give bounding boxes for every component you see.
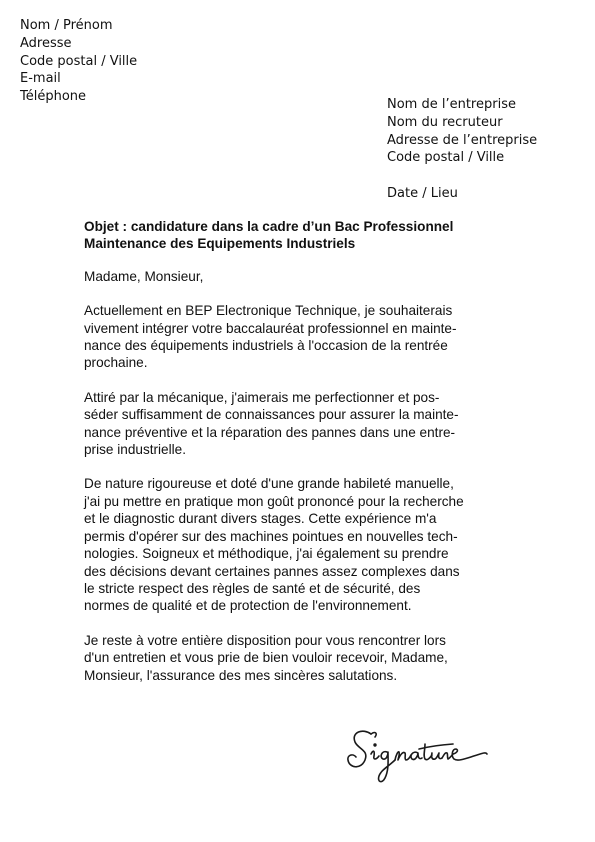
sender-address: Adresse: [20, 35, 72, 51]
paragraph-line: permis d'opérer sur des machines pointues en nouvelles tech-: [84, 528, 458, 544]
date-place: Date / Lieu: [387, 186, 458, 201]
sender-name: Nom / Prénom: [20, 18, 113, 33]
paragraph-3: [84, 475, 524, 614]
paragraph-line: le stricte respect des règles de santé et de sécurité, des: [84, 580, 421, 596]
paragraph-line: vivement intégrer votre baccalauréat professionnel en mainte-: [84, 320, 457, 336]
recipient-postcode-city: Code postal / Ville: [387, 150, 505, 166]
recipient-company: Nom de l’entreprise: [387, 97, 516, 112]
recipient-recruiter: Nom du recruteur: [387, 114, 503, 130]
sender-phone: Téléphone: [20, 89, 87, 105]
subject-line-1: Objet : candidature dans la cadre d’un Bac Professionnel: [84, 219, 454, 234]
paragraph-1: [84, 302, 524, 372]
subject-line: [84, 218, 524, 253]
recipient-block: [387, 96, 537, 167]
paragraph-line: Actuellement en BEP Electronique Technique, je souhaiterais: [84, 303, 453, 319]
paragraph-line: prise industrielle.: [84, 442, 186, 458]
paragraph-line: d'un entretien et vous prie de bien vouloir recevoir, Madame,: [84, 650, 448, 666]
paragraph-line: Attiré par la mécanique, j'aimerais me perfectionner et pos-: [84, 389, 440, 405]
paragraph-line: des décisions devant certaines pannes assez complexes dans: [84, 563, 460, 579]
sender-email: E-mail: [20, 71, 61, 87]
signature-image: [345, 722, 495, 788]
sender-postcode-city: Code postal / Ville: [20, 53, 138, 69]
paragraph-line: nance préventive et la réparation des pannes dans une entre-: [84, 424, 456, 440]
paragraph-line: et le diagnostic durant divers stages. Cette expérience m'a: [84, 511, 437, 527]
paragraph-line: normes de qualité et de protection de l'environnement.: [84, 598, 412, 614]
paragraph-line: nance des équipements industriels à l'occasion de la rentrée: [84, 338, 448, 354]
paragraph-4: [84, 632, 524, 684]
paragraph-line: séder suffisamment de connaissances pour assurer la mainte-: [84, 407, 459, 423]
paragraph-line: De nature rigoureuse et doté d'une grande habileté manuelle,: [84, 476, 454, 492]
letter-body: [84, 218, 524, 684]
sender-block: [20, 17, 137, 106]
paragraph-line: Je reste à votre entière disposition pour vous rencontrer lors: [84, 632, 446, 648]
subject-line-2: Maintenance des Equipements Industriels: [84, 236, 356, 252]
handwritten-signature: [345, 722, 495, 793]
paragraph-2: [84, 389, 524, 459]
paragraph-line: prochaine.: [84, 355, 148, 371]
greeting: Madame, Monsieur,: [84, 268, 204, 284]
paragraph-line: nologies. Soigneux et méthodique, j'ai également su prendre: [84, 546, 449, 562]
signature-strokes: [348, 731, 487, 781]
paragraph-line: j'ai pu mettre en pratique mon goût prononcé pour la recherche: [84, 493, 464, 509]
paragraph-line: Monsieur, l'assurance des mes sincères salutations.: [84, 667, 398, 683]
recipient-address: Adresse de l’entreprise: [387, 132, 538, 148]
